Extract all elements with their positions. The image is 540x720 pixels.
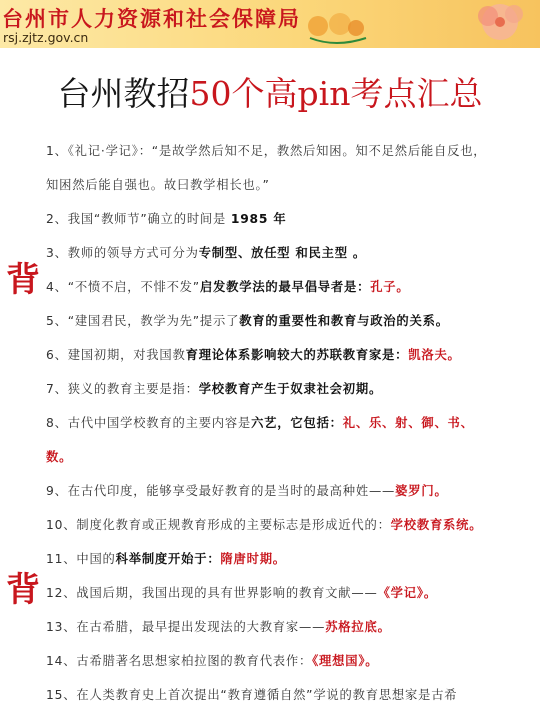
recite-mark: 背 [6, 570, 40, 610]
item-text: 7、狭义的教育主要是指： [46, 382, 199, 396]
answer-text: 学校教育系统。 [390, 518, 483, 532]
list-item [46, 406, 498, 474]
item-text: 6、建国初期，对我国教 [46, 348, 186, 362]
key-text: 专制型、放任型 和民主型 。 [198, 246, 367, 260]
key-text: 六艺，它包括： [251, 416, 343, 430]
item-text: 9、在古代印度，能够享受最好教育的是当时的最高种姓—— [46, 484, 396, 498]
list-item [46, 304, 498, 338]
list-item [46, 270, 498, 304]
answer-text: 《学记》。 [377, 586, 437, 600]
list-item [46, 202, 498, 236]
item-text: 14、古希腊著名思想家柏拉图的教育代表作： [46, 654, 313, 668]
key-text: 1985 年 [230, 212, 287, 226]
page-title-part1: 台州教招 [57, 74, 190, 113]
item-text: 12、战国后期，我国出现的具有世界影响的教育文献—— [46, 586, 378, 600]
answer-text: 《理想国》。 [312, 654, 379, 668]
key-points-list [46, 134, 498, 712]
banner-title: 台州市人力资源和社会保障局 [2, 6, 301, 31]
list-item [46, 474, 498, 508]
item-text: 5、“建国君民，教学为先”提示了 [46, 314, 240, 328]
list-item [46, 372, 498, 406]
list-item [46, 542, 498, 576]
key-text: 学校教育产生于奴隶社会初期。 [198, 382, 383, 396]
page-title-part2: 50个高pin考点汇总 [189, 74, 483, 113]
header-banner [0, 0, 540, 48]
banner-url: rsj.zjtz.gov.cn [3, 30, 89, 45]
list-item [46, 644, 498, 678]
list-item [46, 134, 498, 202]
item-text: 10、制度化教育或正规教育形成的主要标志是形成近代的： [46, 518, 391, 532]
list-item [46, 338, 498, 372]
list-item [46, 508, 498, 542]
key-text: 启发教学法的最早倡导者是： [199, 280, 371, 294]
list-item [46, 576, 498, 610]
answer-text: 孔子。 [370, 280, 410, 294]
flower-decoration-icon [460, 0, 540, 48]
lantern-decoration-icon [296, 4, 376, 48]
item-text: 3、教师的领导方式可分为 [46, 246, 199, 260]
list-item [46, 678, 498, 712]
answer-text: 婆罗门。 [395, 484, 448, 498]
item-text: 15、在人类教育史上首次提出“教育遵循自然”学说的教育思想家是古希 [46, 688, 458, 702]
recite-mark: 背 [6, 260, 40, 300]
item-text: 11、中国的 [46, 552, 116, 566]
item-text: 4、“不愤不启，不悱不发” [46, 280, 200, 294]
key-text: 育理论体系影响较大的苏联教育家是： [185, 348, 409, 362]
answer-text: 隋唐时期。 [220, 552, 286, 566]
key-text: 科举制度开始于： [115, 552, 221, 566]
page-title [0, 72, 540, 116]
list-item [46, 236, 498, 270]
answer-text: 礼、乐、射、御、书、数。 [46, 416, 474, 464]
item-text: 8、古代中国学校教育的主要内容是 [46, 416, 252, 430]
answer-text: 苏格拉底。 [325, 620, 391, 634]
answer-text: 凯洛夫。 [408, 348, 461, 362]
key-text: 教育的重要性和教育与政治的关系。 [239, 314, 449, 328]
item-text: 1、《礼记·学记》：“是故学然后知不足，教然后知困。知不足然后能自反也，知困然后能自强也。故曰教学相长也。” [46, 144, 487, 192]
list-item [46, 610, 498, 644]
item-text: 2、我国“教师节”确立的时间是 [46, 212, 231, 226]
item-text: 13、在古希腊，最早提出发现法的大教育家—— [46, 620, 326, 634]
